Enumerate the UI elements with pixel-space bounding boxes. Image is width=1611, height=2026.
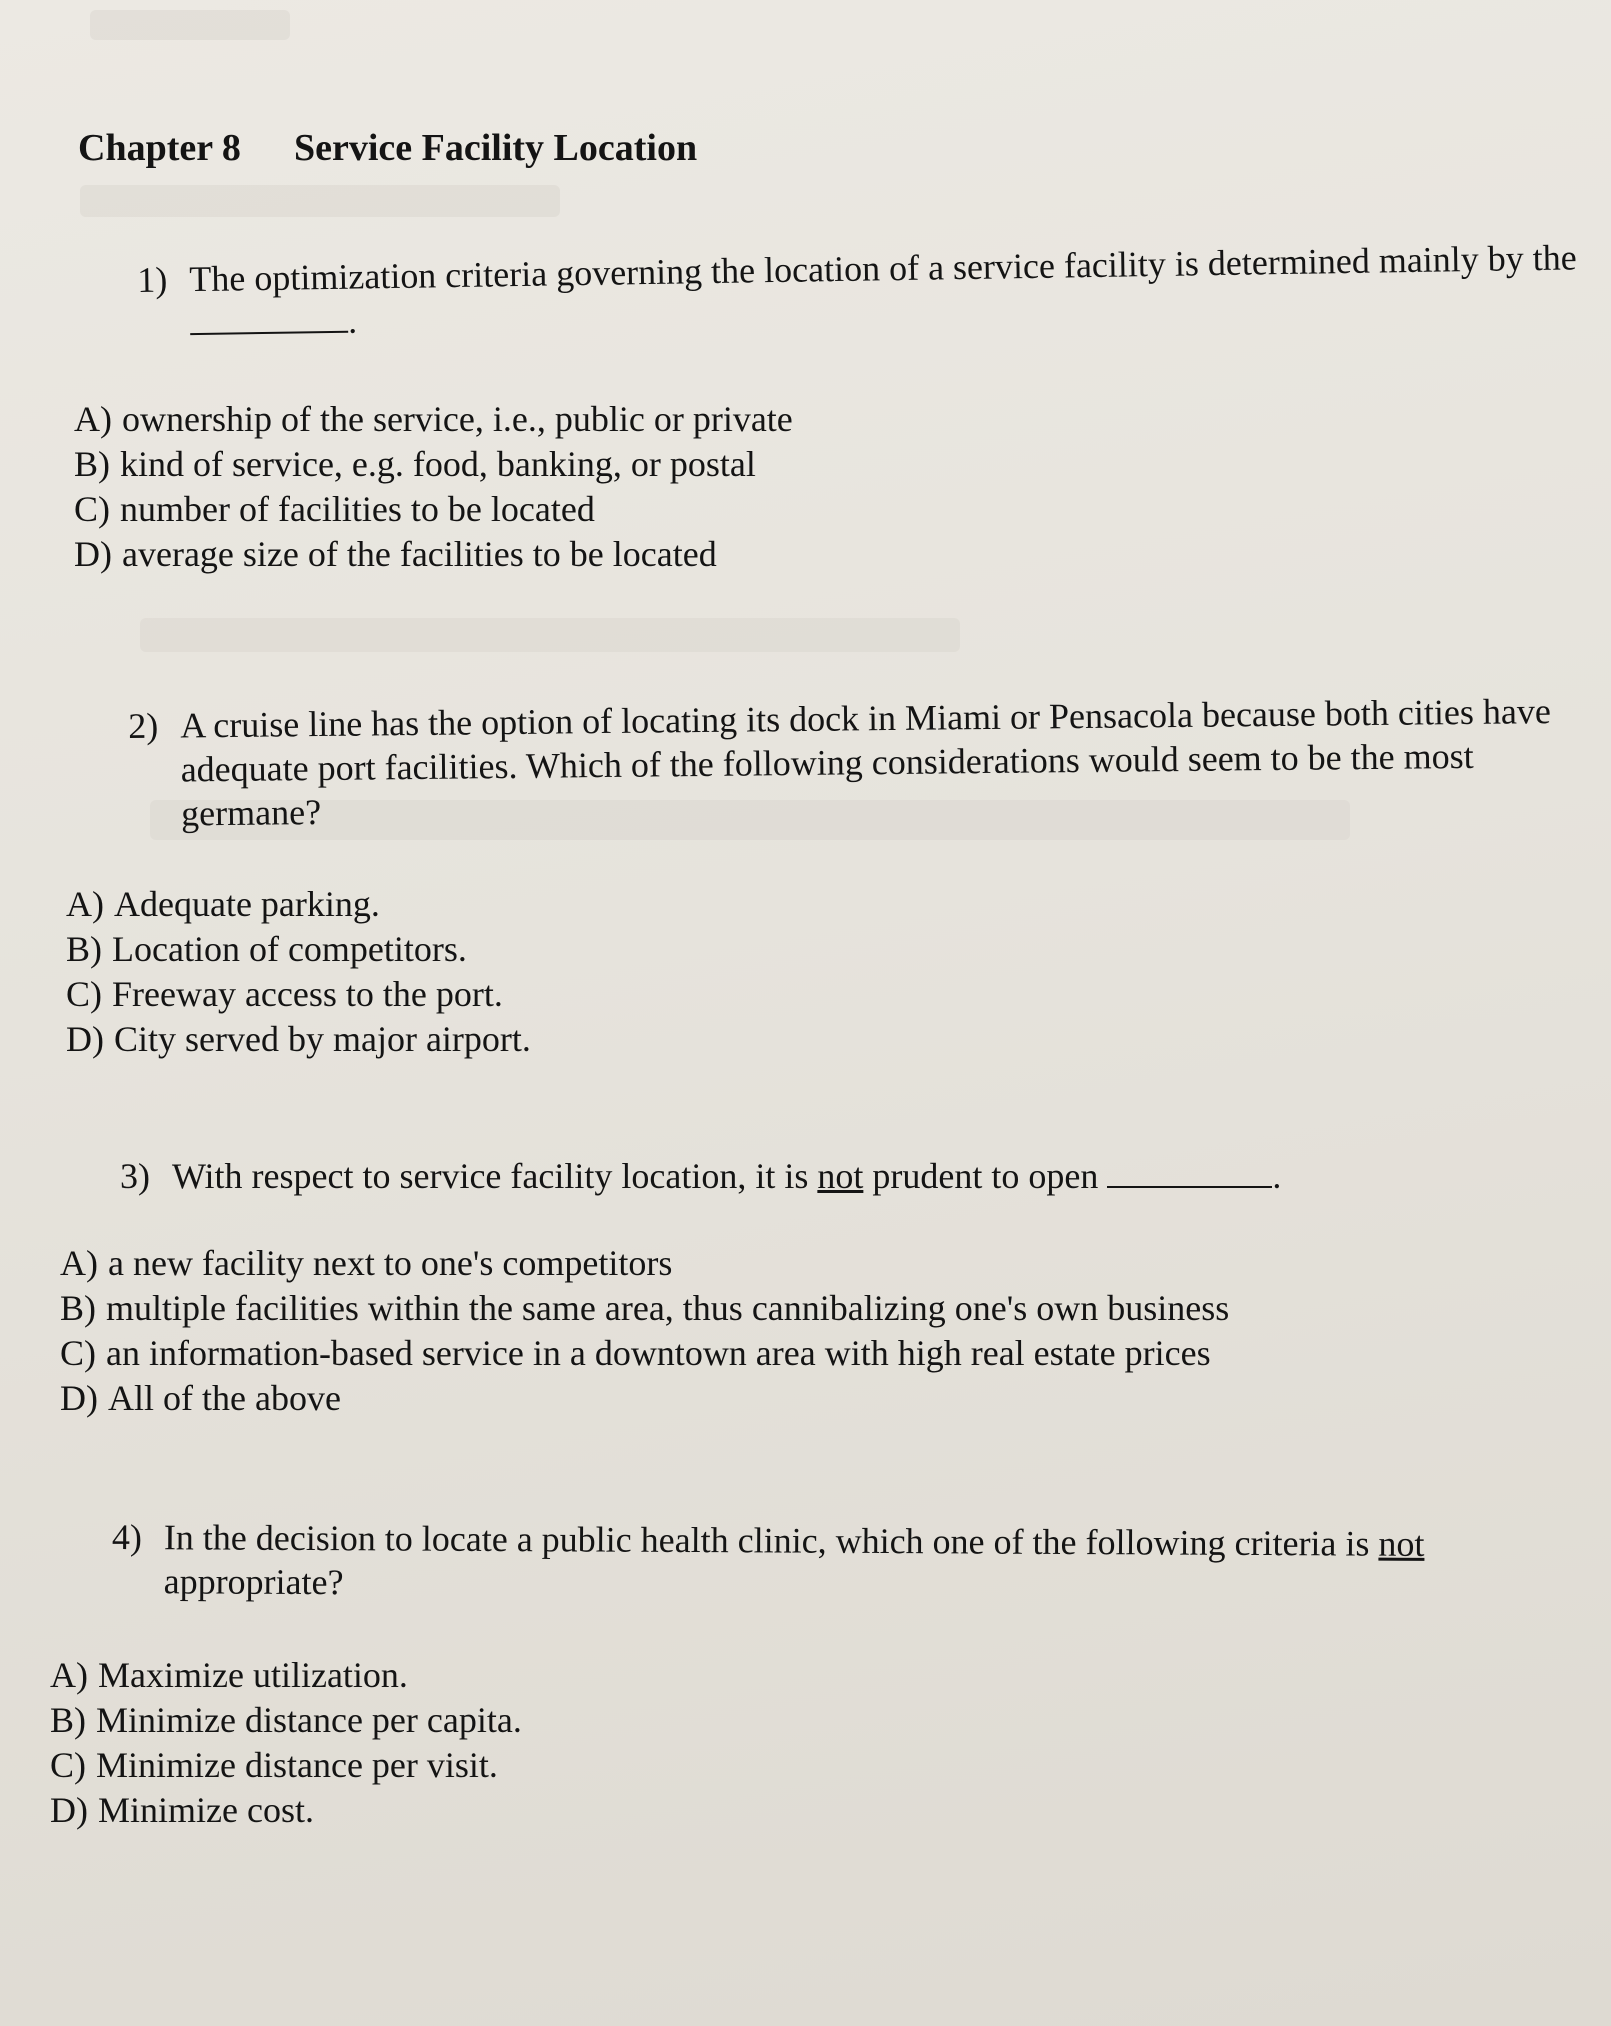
bleed-through-shadow bbox=[90, 10, 290, 40]
option-b: B) kind of service, e.g. food, banking, or postal bbox=[74, 444, 756, 484]
question-text: A cruise line has the option of locating its dock in Miami or Pensacola because both cities have adequate port facilities. Which of the following considerations would seem to be the most germane? bbox=[180, 691, 1552, 834]
option-c: C) Freeway access to the port. bbox=[66, 974, 503, 1014]
question-number: 1) bbox=[137, 259, 168, 300]
question-1-options bbox=[74, 397, 793, 577]
option-c: C) Minimize distance per visit. bbox=[50, 1745, 498, 1785]
option-d: D) City served by major airport. bbox=[66, 1019, 531, 1059]
page-title bbox=[78, 126, 697, 170]
option-b: B) Minimize distance per capita. bbox=[50, 1700, 522, 1740]
question-4-stem bbox=[112, 1515, 1592, 1611]
question-text: With respect to service facility location, it is not prudent to open . bbox=[172, 1156, 1282, 1196]
option-a: A) Maximize utilization. bbox=[50, 1655, 408, 1695]
question-1-stem bbox=[137, 235, 1598, 346]
question-number: 2) bbox=[128, 705, 159, 746]
bleed-through-shadow bbox=[80, 185, 560, 217]
option-c: C) an information-based service in a downtown area with high real estate prices bbox=[60, 1333, 1211, 1373]
option-d: D) Minimize cost. bbox=[50, 1790, 314, 1830]
question-number: 3) bbox=[120, 1156, 150, 1196]
question-3-options bbox=[60, 1241, 1229, 1421]
option-a: A) Adequate parking. bbox=[66, 884, 380, 924]
chapter-title: Service Facility Location bbox=[294, 127, 698, 169]
question-2-options bbox=[66, 882, 531, 1062]
question-text: The optimization criteria governing the location of a service facility is determined mainly by the . bbox=[189, 237, 1578, 341]
answer-blank bbox=[1107, 1156, 1272, 1188]
option-a: A) a new facility next to one's competitors bbox=[60, 1243, 673, 1283]
emphasis-not: not bbox=[1378, 1523, 1425, 1564]
option-d: D) All of the above bbox=[60, 1378, 341, 1418]
option-c: C) number of facilities to be located bbox=[74, 489, 595, 529]
emphasis-not: not bbox=[817, 1156, 864, 1196]
chapter-label: Chapter 8 bbox=[78, 127, 241, 169]
question-3-stem bbox=[120, 1154, 1580, 1198]
question-2-stem bbox=[128, 689, 1609, 836]
option-d: D) average size of the facilities to be located bbox=[74, 534, 717, 574]
bleed-through-shadow bbox=[140, 618, 960, 652]
question-text: In the decision to locate a public health clinic, which one of the following criteria is not appropriate? bbox=[163, 1517, 1425, 1603]
option-a: A) ownership of the service, i.e., public or private bbox=[74, 399, 793, 439]
answer-blank bbox=[190, 301, 348, 335]
option-b: B) multiple facilities within the same area, thus cannibalizing one's own business bbox=[60, 1288, 1230, 1328]
question-number: 4) bbox=[111, 1517, 142, 1558]
question-4-options bbox=[50, 1653, 522, 1833]
option-b: B) Location of competitors. bbox=[66, 929, 467, 969]
